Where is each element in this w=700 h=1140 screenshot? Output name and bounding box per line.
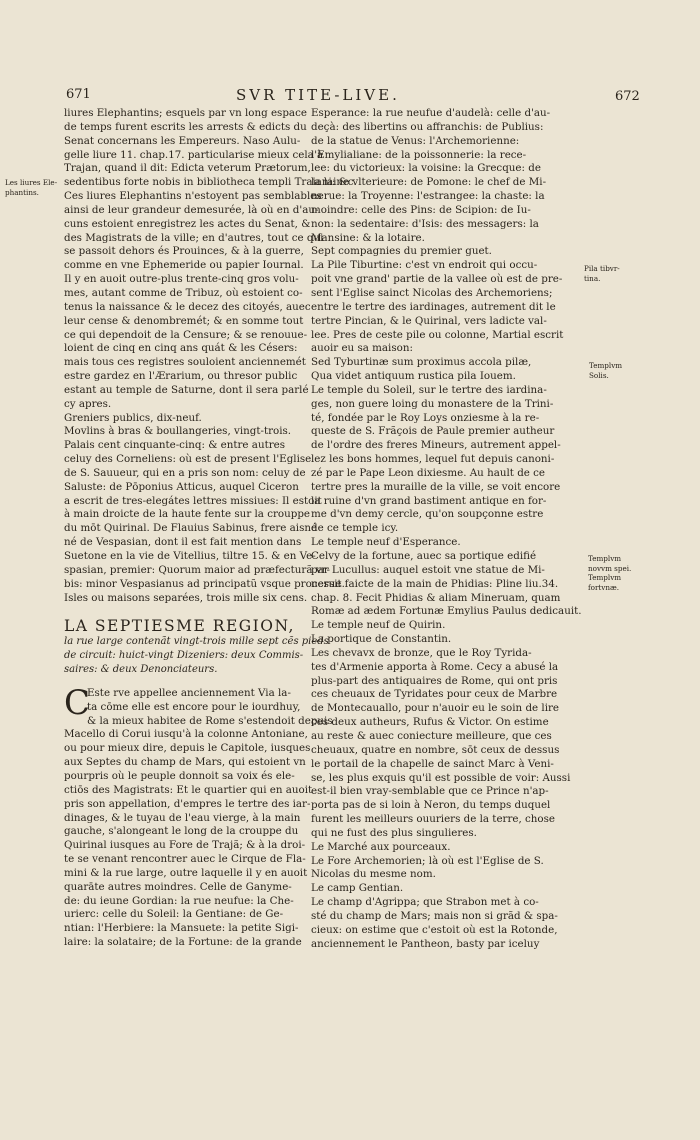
text-line: Quirinal iusques au Fore de Trajã; & à la droi- bbox=[64, 839, 306, 852]
margin-note-line: Templvm bbox=[588, 573, 622, 582]
text-line: Le temple neuf de Quirin. bbox=[311, 619, 446, 632]
text-line: te se venant rencontrer auec le Cirque de Fla- bbox=[64, 853, 306, 866]
text-line: ces cheuaux de Tyridates pour ceux de Marbre bbox=[311, 688, 558, 701]
text-line: bis: minor Vespasianus ad principatũ vsque processit. bbox=[64, 577, 345, 590]
text-line: Saluste: de Pōponius Atticus, auquel Ciceron bbox=[64, 480, 299, 493]
text-line: ctiōs des Magistrats: Et le quartier qui en auoit bbox=[64, 783, 313, 796]
text-line: ce qui dependoit de la Censure; & se renouue- bbox=[64, 328, 308, 341]
text-line: de ce temple icy. bbox=[311, 522, 399, 535]
right-column bbox=[311, 107, 582, 951]
text-line: celuy des Corneliens: où est de present l'Eglise bbox=[64, 453, 312, 466]
text-line: La portique de Constantin. bbox=[311, 633, 452, 646]
subtitle-line: saires: & deux Denonciateurs. bbox=[64, 664, 218, 676]
text-line: leur cense & denombremét; & en somme tout bbox=[64, 314, 304, 327]
section-heading: LA SEPTIESME REGION, bbox=[64, 617, 295, 636]
text-line: poit vne grand' partie de la vallee où est de pre- bbox=[311, 273, 563, 286]
text-line: tenus la naissance & le decez des citoyés, auec bbox=[64, 300, 311, 313]
text-line: se passoit dehors és Prouinces, & à la guerre, bbox=[64, 245, 304, 258]
text-line: Les chevavx de bronze, que le Roy Tyrida- bbox=[311, 646, 532, 659]
section-subtitle bbox=[64, 635, 329, 677]
text-line: à main droicte de la haute fente sur la crouppe bbox=[64, 508, 311, 521]
text-line: ou pour mieux dire, depuis le Capitole, iusques bbox=[64, 742, 311, 755]
text-line: Le temple du Soleil, sur le tertre des iardina- bbox=[311, 383, 547, 396]
text-line: cieux: on estime que c'estoit où est la Rotonde, bbox=[311, 923, 558, 936]
text-line: Ces liures Elephantins n'estoyent pas semblables bbox=[64, 190, 322, 203]
margin-note-line: phantins. bbox=[5, 187, 39, 197]
text-line: lee: du victorieux: la voisine: la Grecque: de bbox=[311, 162, 541, 175]
text-line: té, fondée par le Roy Loys onziesme à la re- bbox=[311, 411, 540, 424]
page-number-left: 671 bbox=[66, 87, 91, 102]
text-line: deçà: des libertins ou affranchis: de Publius: bbox=[311, 120, 544, 133]
text-line: tertre pres la muraille de la ville, se voit encore bbox=[311, 480, 561, 493]
text-line: comme en vne Ephemeride ou papier Iournal. bbox=[64, 259, 304, 272]
text-line: dinages, & le tuyau de l'eau vierge, à la main bbox=[64, 811, 301, 824]
margin-note-line: Les liures Ele- bbox=[5, 178, 58, 187]
text-line: au reste & auec coniecture meilleure, que ces bbox=[311, 729, 552, 742]
text-line: de S. Sauueur, qui en a pris son nom: celuy de bbox=[64, 466, 306, 479]
text-line: Le Fore Archemorien; là où est l'Eglise de S. bbox=[311, 854, 544, 867]
text-line: la ruine d'vn grand bastiment antique en for- bbox=[311, 494, 547, 507]
text-line: Sed Tyburtinæ sum proximus accola pilæ, bbox=[311, 356, 532, 369]
text-line: Este rve appellee anciennement Via la- bbox=[87, 686, 291, 699]
text-line: Le Marché aux pourceaux. bbox=[311, 840, 451, 853]
text-line: ces deux autheurs, Rufus & Victor. On estime bbox=[311, 716, 549, 729]
right-text-block bbox=[311, 107, 582, 951]
text-line: auoir eu sa maison: bbox=[311, 342, 413, 355]
text-line: Le champ d'Agrippa; que Strabon met à co- bbox=[311, 896, 539, 909]
text-line: lez les bons hommes, lequel fut depuis canoni- bbox=[311, 453, 555, 466]
drop-cap-paragraph bbox=[64, 682, 333, 950]
text-line: de: du ieune Gordian: la rue neufue: la Che- bbox=[64, 894, 294, 907]
margin-note-line: Templvm bbox=[589, 361, 623, 370]
text-line: non: la sedentaire: d'Isis: des messagers: la bbox=[311, 217, 539, 230]
text-line: Qua videt antiquum rustica pila Iouem. bbox=[311, 370, 516, 383]
margin-note-line: Templvm bbox=[588, 554, 622, 563]
text-line: est-il bien vray-semblable que ce Prince n'ap- bbox=[311, 785, 549, 798]
drop-cap: C bbox=[64, 682, 91, 723]
text-line: du mōt Quirinal. De Flauius Sabinus, frere aisné bbox=[64, 522, 318, 535]
text-line: par Lucullus: auquel estoit vne statue de Mi- bbox=[311, 563, 545, 576]
text-line: se, les plus exquis qu'il est possible de voir: Aussi bbox=[311, 771, 571, 784]
text-line: Movlins à bras & boullangeries, vingt-trois. bbox=[64, 425, 292, 438]
text-line: pourpris où le peuple donnoit sa voix és ele- bbox=[64, 769, 295, 782]
margin-note-line: novvm spei. bbox=[588, 563, 632, 573]
text-line: laire: la solataire; de la Fortune: de la grande bbox=[64, 936, 302, 949]
text-line: chap. 8. Fecit Phidias & aliam Mineruam, quam bbox=[311, 591, 561, 604]
text-line: né de Vespasian, dont il est fait mention dans bbox=[64, 536, 302, 549]
margin-note-line: Pila tibvr- bbox=[584, 264, 620, 273]
text-line: Isles ou maisons separées, trois mille six cens. bbox=[64, 591, 308, 604]
text-line: Greniers publics, dix-neuf. bbox=[64, 411, 202, 424]
page-number-right: 672 bbox=[615, 89, 640, 104]
text-line: Suetone en la vie de Vitellius, tiltre 15. & en Ve- bbox=[64, 550, 316, 562]
text-line: loient de cinq en cinq ans quát & les Césers: bbox=[64, 342, 298, 355]
text-line: furent les meilleurs ouuriers de la terre, chose bbox=[311, 813, 555, 826]
text-line: La Pile Tiburtine: c'est vn endroit qui occu- bbox=[311, 259, 538, 272]
text-line: cy apres. bbox=[64, 397, 112, 410]
text-line: nerue faicte de la main de Phidias: Pline liu.34. bbox=[311, 577, 559, 590]
text-line: estre gardez en l'Ærarium, ou thresor public bbox=[64, 370, 298, 383]
left-text-block-2 bbox=[64, 682, 333, 950]
text-line: tertre Pincian, & le Quirinal, vers ladicte val- bbox=[311, 314, 547, 327]
text-line: tes d'Armenie apporta à Rome. Cecy a abusé la bbox=[311, 660, 559, 673]
text-line: Sept compagnies du premier guet. bbox=[311, 245, 492, 258]
margin-note-line: Solis. bbox=[589, 370, 609, 380]
margin-note-elephantins bbox=[5, 178, 57, 197]
text-line: la laine vlterieure: de Pomone: le chef de Mi- bbox=[311, 176, 547, 189]
text-line: Il y en auoit outre-plus trente-cinq gros volu- bbox=[64, 273, 299, 286]
text-line: Palais cent cinquante-cinq: & entre autres bbox=[64, 439, 286, 452]
text-line: ta cōme elle est encore pour le iourdhuy, bbox=[87, 700, 301, 713]
text-line: Celvy de la fortune, auec sa portique edifié bbox=[311, 550, 537, 562]
text-line: estant au temple de Saturne, dont il sera parlé bbox=[64, 383, 309, 396]
running-title: SVR TITE-LIVE. bbox=[236, 86, 400, 104]
text-line: mini & la rue large, outre laquelle il y en auoit bbox=[64, 866, 308, 879]
margin-note-line: fortvnæ. bbox=[588, 582, 620, 592]
text-line: l'Emylialiane: de la poissonnerie: la rece- bbox=[311, 148, 527, 161]
text-line: urierc: celle du Soleil: la Gentiane: de Ge- bbox=[64, 908, 284, 921]
text-line: spasian, premier: Quorum maior ad præfecturã vr- bbox=[64, 563, 330, 576]
text-line: queste de S. Frãçois de Paule premier autheur bbox=[311, 425, 555, 438]
text-line: nerue: la Troyenne: l'estrangee: la chaste: la bbox=[311, 190, 545, 203]
text-line: pris son appellation, d'empres le tertre des iar- bbox=[64, 797, 311, 810]
text-line: des Magistrats de la ville; en d'autres, tout ce qui bbox=[64, 231, 324, 244]
text-line: quarāte autres moindres. Celle de Ganyme- bbox=[64, 880, 292, 893]
text-line: Le temple neuf d'Esperance. bbox=[311, 536, 461, 549]
text-line: le portail de la chapelle de sainct Marc à Veni- bbox=[311, 757, 554, 770]
text-line: cuns estoient enregistrez les actes du Senat, & bbox=[64, 217, 311, 230]
text-line: a escrit de tres-elegátes lettres missiues: Il estoit bbox=[64, 494, 322, 507]
text-line: liures Elephantins; esquels par vn long espace bbox=[64, 107, 307, 119]
text-line: Trajan, quand il dit: Edicta veterum Prætorum, bbox=[64, 162, 311, 175]
text-line: & la mieux habitee de Rome s'estendoit depuis bbox=[87, 714, 333, 727]
text-line: Romæ ad ædem Fortunæ Emylius Paulus dedicauit. bbox=[311, 605, 582, 618]
text-line: entre le tertre des iardinages, autrement dit le bbox=[311, 300, 556, 313]
margin-note-line: tina. bbox=[584, 273, 601, 283]
text-line: ntian: l'Herbiere: la Mansuete: la petite Sigi- bbox=[64, 922, 299, 935]
text-line: Macello di Corui iusqu'à la colonne Antoniane, bbox=[64, 728, 308, 741]
text-line: de temps furent escrits les arrests & edicts du bbox=[64, 120, 307, 133]
text-line: Senat concernans les Empereurs. Naso Aulu- bbox=[64, 134, 301, 147]
text-line: Esperance: la rue neufue d'audelà: celle d'au- bbox=[311, 107, 551, 119]
text-line: moindre: celle des Pins: de Scipion: de Iu- bbox=[311, 203, 531, 216]
text-line: porta pas de si loin à Neron, du temps duquel bbox=[311, 799, 551, 812]
margin-note-solis bbox=[589, 361, 622, 380]
text-line: plus-part des antiquaires de Rome, qui ont pris bbox=[311, 674, 558, 687]
margin-note-pila bbox=[584, 264, 620, 283]
text-line: gauche, s'alongeant le long de la crouppe du bbox=[64, 825, 299, 838]
text-line: de la statue de Venus: l'Archemorienne: bbox=[311, 134, 520, 147]
text-line: lee. Pres de ceste pile ou colonne, Martial escrit bbox=[311, 328, 564, 341]
text-line: Nicolas du mesme nom. bbox=[311, 868, 436, 881]
subtitle-line: de circuit: huict-vingt Dizeniers: deux Commis- bbox=[64, 650, 304, 662]
text-line: gelle liure 11. chap.17. particularise mieux cela à bbox=[64, 148, 324, 161]
text-line: Le camp Gentian. bbox=[311, 882, 404, 895]
text-line: qui ne fust des plus singulieres. bbox=[311, 826, 477, 839]
text-line: de l'ordre des freres Mineurs, autrement appel- bbox=[311, 439, 561, 452]
text-line: ges, non guere loing du monastere de la Trini- bbox=[311, 397, 554, 410]
text-line: Mansine: & la lotaire. bbox=[311, 231, 425, 244]
margin-note-templa bbox=[588, 554, 631, 592]
text-line: mes, autant comme de Tribuz, où estoient co- bbox=[64, 286, 303, 299]
text-line: zé par le Pape Leon dixiesme. Au hault de ce bbox=[311, 466, 546, 479]
text-line: mais tous ces registres souloient anciennemét bbox=[64, 356, 306, 369]
text-line: anciennement le Pantheon, basty par iceluy bbox=[311, 937, 540, 950]
text-line: cheuaux, quatre en nombre, sōt ceux de dessus bbox=[311, 743, 560, 756]
text-line: aux Septes du champ de Mars, qui estoient vn bbox=[64, 756, 306, 769]
text-line: ainsi de leur grandeur demesurée, là où en d'au- bbox=[64, 203, 319, 216]
text-line: me d'vn demy cercle, qu'on soupçonne estre bbox=[311, 508, 544, 521]
text-line: sté du champ de Mars; mais non si grãd & spa- bbox=[311, 909, 558, 922]
subtitle-line: la rue large contenãt vingt-trois mille sept cẽs pieds bbox=[64, 636, 329, 648]
text-line: sedentibus forte nobis in bibliotheca templi Traiani: &c. bbox=[64, 176, 357, 189]
text-line: de Montecauallo, pour n'auoir eu le soin de lire bbox=[311, 702, 560, 715]
text-line: sent l'Eglise sainct Nicolas des Archemoriens; bbox=[311, 286, 553, 299]
